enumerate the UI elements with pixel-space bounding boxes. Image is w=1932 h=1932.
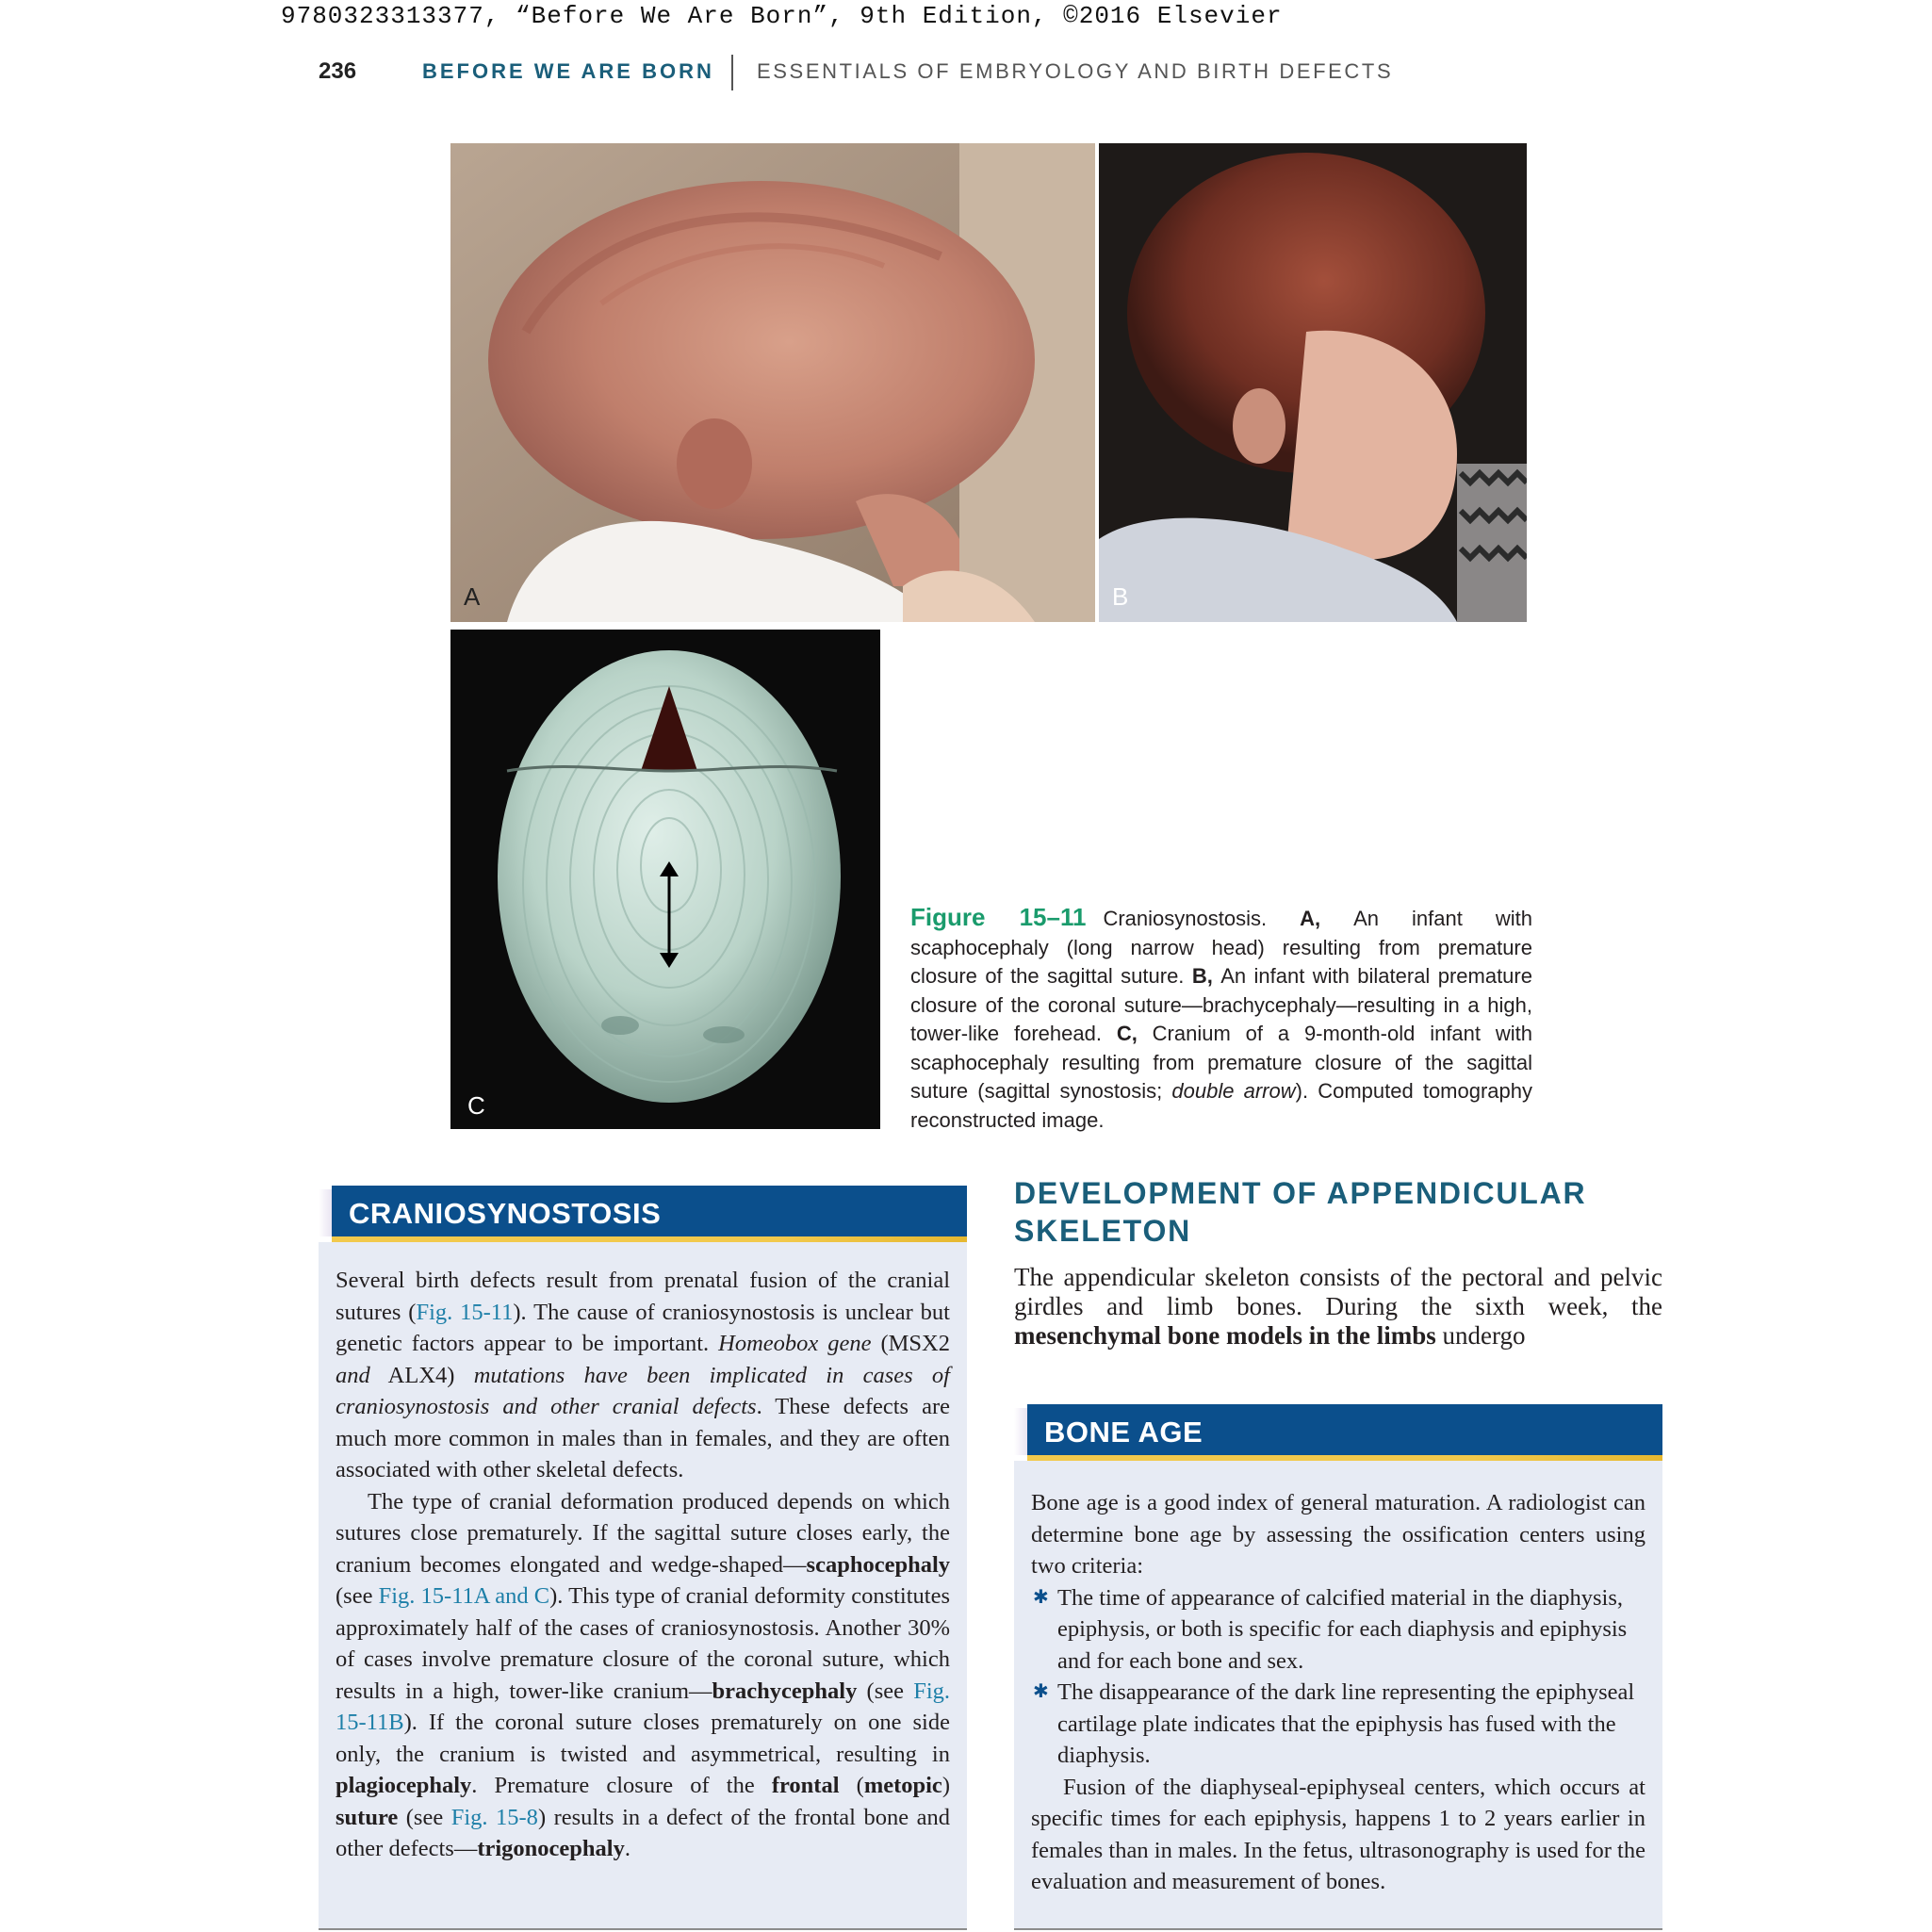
bold-term: B, bbox=[1191, 964, 1221, 988]
appendicular-paragraph bbox=[1014, 1263, 1662, 1351]
page-number: 236 bbox=[319, 58, 357, 84]
infant-scaphocephaly-photo bbox=[450, 143, 1095, 622]
bold-term: plagiocephaly bbox=[336, 1773, 472, 1798]
paragraph: The appendicular skeleton consists of the pectoral and pelvic girdles and limb bones. During the sixth week, the mesenchymal bone models in the limbs undergo bbox=[1014, 1263, 1662, 1350]
bone-age-box-title: BONE AGE bbox=[1027, 1404, 1662, 1455]
bold-term: trigonocephaly bbox=[477, 1836, 625, 1861]
figure-reference-link[interactable]: Fig. 15-11A and C bbox=[378, 1583, 550, 1609]
bold-term: brachycephaly bbox=[712, 1678, 858, 1704]
box-tab-decoration bbox=[319, 1189, 332, 1236]
bold-term: mesenchymal bone models in the limbs bbox=[1014, 1321, 1436, 1350]
section-heading: DEVELOPMENT OF APPENDICULAR SKELETON bbox=[1014, 1176, 1587, 1248]
craniosynostosis-text bbox=[336, 1265, 950, 1865]
box-tab-decoration-2 bbox=[1014, 1408, 1027, 1455]
figure-reference-link[interactable]: Fig. 15-8 bbox=[450, 1804, 538, 1830]
ct-cranium-image bbox=[450, 630, 880, 1129]
bold-term: frontal bbox=[771, 1773, 840, 1798]
paragraph: The type of cranial deformation produced depends on which sutures close prematurely. If the sagittal suture closes early, the cranium becomes elongated and wedge-shaped—scaphocephaly (see Fig. 15-11A and C). This type of cranial deformity constitutes approximately half of the cases of craniosynostosis. Another 30% of cases involve premature closure of the coronal suture, which results in a high, tower-like cranium—brachycephaly (see Fig. 15-11B). If the coronal suture closes prematurely on one side only, the cranium is twisted and asymmetrical, resulting in plagiocephaly. Premature closure of the frontal (metopic) suture (see Fig. 15-8) results in a defect of the frontal bone and other defects—trigonocephaly. bbox=[336, 1488, 950, 1861]
caption-label: Figure 15–11 bbox=[910, 903, 1087, 931]
figure-panel-a bbox=[450, 143, 1095, 622]
bone-age-text bbox=[1031, 1487, 1645, 1898]
bone-age-criteria-list bbox=[1031, 1582, 1645, 1772]
panel-label-b: B bbox=[1112, 582, 1129, 611]
bold-term: metopic bbox=[863, 1773, 942, 1798]
figure-panel-b bbox=[1099, 143, 1527, 622]
asterisk-bullet-icon: ✱ bbox=[1033, 1681, 1049, 1702]
box-bottom-rule-2 bbox=[1014, 1928, 1662, 1930]
panel-label-c: C bbox=[467, 1091, 485, 1120]
paragraph: Several birth defects result from prenatal fusion of the cranial sutures (Fig. 15-11). The cause of craniosynostosis is unclear but genetic factors appear to be important. Homeobox gene (MSX2 and ALX4) mutations have been implicated in cases of craniosynostosis and other cranial defects. These defects are much more common in males than in females, and they are often associated with other skeletal defects. bbox=[336, 1268, 950, 1482]
list-item: ✱ The time of appearance of calcified material in the diaphysis, epiphysis, or both is specific for each diaphysis and epiphysis and for each bone and sex. bbox=[1031, 1582, 1645, 1678]
italic-text: double arrow bbox=[1171, 1079, 1296, 1103]
craniosynostosis-box-title: CRANIOSYNOSTOSIS bbox=[332, 1186, 967, 1236]
bold-term: suture bbox=[336, 1804, 399, 1830]
bone-age-closing: Fusion of the diaphyseal-epiphyseal centers, which occurs at specific times for each epiphysis, happens 1 to 2 years earlier in females than in males. In the fetus, ultrasonography is used for the evaluation and measurement of bones. bbox=[1031, 1774, 1645, 1894]
figure-reference-link[interactable]: Fig. 15-11B bbox=[336, 1678, 950, 1735]
asterisk-bullet-icon: ✱ bbox=[1033, 1586, 1049, 1608]
bone-age-intro: Bone age is a good index of general maturation. A radiologist can determine bone age by assessing the ossification centers using two criteria: bbox=[1031, 1490, 1645, 1579]
infant-brachycephaly-photo bbox=[1099, 143, 1527, 622]
bold-term: C, bbox=[1116, 1022, 1153, 1045]
box-bottom-rule bbox=[319, 1928, 967, 1930]
figure-panel-c bbox=[450, 630, 880, 1129]
figure-reference-link[interactable]: Fig. 15-11 bbox=[416, 1299, 514, 1325]
figure-caption: Figure 15–11 Craniosynostosis. A, An infant with scaphocephaly (long narrow head) resulting from premature closure of the sagittal suture. B, An infant with bilateral premature closure of the coronal suture—brachycephaly—resulting in a high, tower-like forehead. C, Cranium of a 9-month-old infant with scaphocephaly resulting from premature closure of the sagittal suture (sagittal synostosis; double arrow). Computed tomography reconstructed image. bbox=[910, 903, 1533, 1132]
italic-text: mutations have been implicated in cases of craniosynostosis and other cranial defects bbox=[336, 1362, 950, 1419]
italic-text: and bbox=[336, 1362, 370, 1388]
header-divider bbox=[731, 55, 733, 90]
running-header-title: BEFORE WE ARE BORN bbox=[422, 59, 714, 83]
isbn-banner: 9780323313377, “Before We Are Born”, 9th Edition, ©2016 Elsevier bbox=[281, 2, 1283, 30]
italic-text: Homeobox gene bbox=[718, 1331, 872, 1356]
panel-label-a: A bbox=[464, 582, 481, 611]
bold-term: A, bbox=[1300, 907, 1354, 930]
running-header-subtitle: ESSENTIALS OF EMBRYOLOGY AND BIRTH DEFECTS bbox=[757, 59, 1394, 83]
list-item: ✱ The disappearance of the dark line representing the epiphyseal cartilage plate indicates that the epiphysis has fused with the diaphysis. bbox=[1031, 1677, 1645, 1772]
bold-term: scaphocephaly bbox=[806, 1551, 950, 1578]
